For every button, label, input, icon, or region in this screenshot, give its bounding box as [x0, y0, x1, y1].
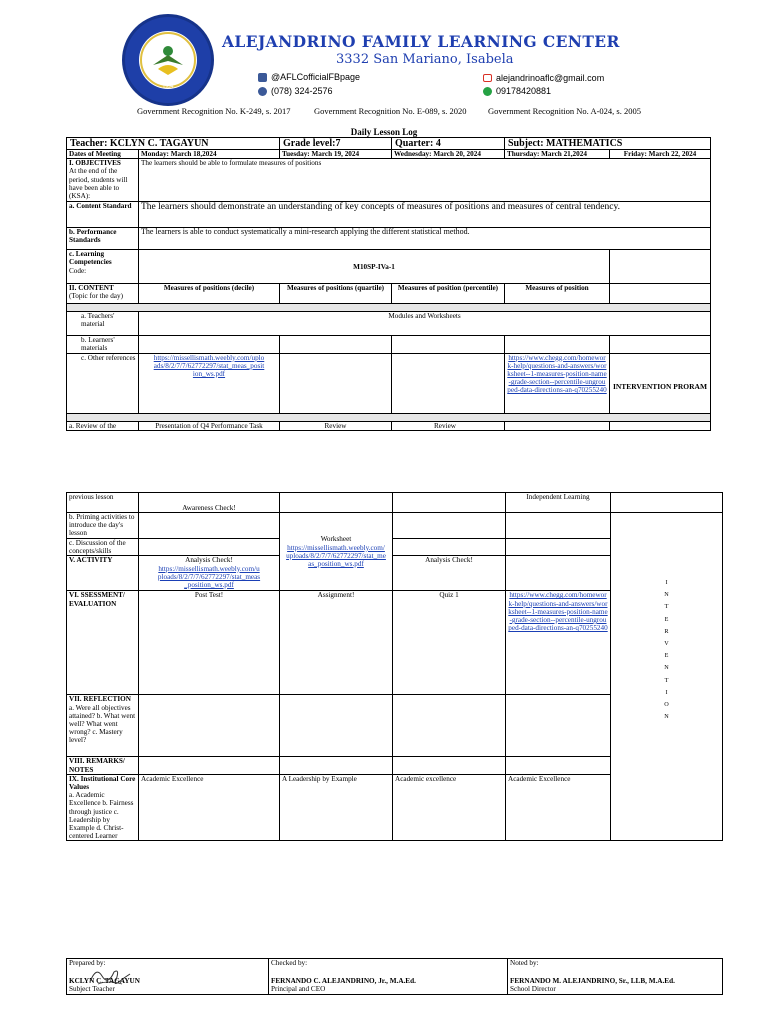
- refl-thu: [506, 695, 611, 757]
- analysis-monday: [139, 556, 280, 591]
- vertical-letter-4: R: [664, 627, 669, 635]
- core-values-cell: [67, 774, 139, 841]
- assessment-label: VI. SSESSMENT/ EVALUATION: [67, 591, 139, 695]
- phone-contact: [258, 86, 333, 96]
- signature-table: [66, 958, 723, 995]
- activity-label: V. ACTIVITY: [67, 556, 139, 591]
- subject-cell: Subject: MATHEMATICS: [505, 138, 711, 150]
- learners-mon: [139, 336, 280, 353]
- rem-tue: [280, 757, 393, 774]
- core-monday: Academic Excellence: [139, 774, 280, 841]
- discussion-label: c. Discussion of the concepts/skills: [67, 539, 139, 556]
- topic-friday: [610, 284, 711, 304]
- recognition-e: Government Recognition No. E-089, s. 2020: [314, 106, 467, 116]
- learners-wed: [392, 336, 505, 353]
- post-test: Post Test!: [139, 591, 280, 695]
- date-tuesday: Tuesday: March 19, 2024: [280, 150, 392, 159]
- topic-thursday: Measures of position: [505, 284, 610, 304]
- reflection-title: VII. REFLECTION: [69, 695, 131, 704]
- discussion-wed: [393, 539, 506, 556]
- prepared-name: KCLYN C. TAGAYUN: [69, 976, 140, 985]
- noted-cell: [508, 959, 723, 995]
- vertical-letter-9: I: [665, 688, 668, 696]
- teachers-material-label: a. Teachers' material: [67, 312, 139, 336]
- ref-wed: [392, 353, 505, 413]
- logo-year: 1994: [162, 84, 174, 90]
- content-standard-text: The learners should demonstrate an understanding of key concepts of measures of positions and measures of central tendency.: [139, 202, 711, 228]
- vertical-letter-10: O: [664, 701, 669, 709]
- topic-monday: Measures of positions (decile): [139, 284, 280, 304]
- activity-thu: [506, 556, 611, 591]
- assessment-link[interactable]: https://www.chegg.com/homework-help/questions-and-answers/worksheet--1-measures-position-name-grade-section--percentile-ungrouped-data-directions-an-q70255240: [508, 591, 608, 633]
- quiz: Quiz 1: [393, 591, 506, 695]
- prepared-role: Subject Teacher: [69, 985, 115, 994]
- lesson-log-table-1: [66, 137, 711, 431]
- teacher-signature: [86, 962, 134, 990]
- reference-link-thursday-text[interactable]: https://www.chegg.com/homework-help/questions-and-answers/worksheet--1-measures-position-name-grade-section--percentile-ungrouped-data-directions-an-q70255240: [507, 353, 607, 395]
- objectives-sub: At the end of the period, students will have been able to (KSA):: [69, 167, 128, 201]
- reference-link-thursday[interactable]: [505, 353, 610, 413]
- refl-tue: [280, 695, 393, 757]
- topic-wednesday: Measures of position (percentile): [392, 284, 505, 304]
- review-friday-empty: [610, 421, 711, 430]
- facebook-contact: [258, 72, 360, 82]
- quarter-cell: Quarter: 4: [392, 138, 505, 150]
- learners-material-label: b. Learners' materials: [67, 336, 139, 353]
- learners-fri: [610, 336, 711, 353]
- noted-role: School Director: [510, 985, 556, 994]
- date-monday: Monday: March 18,2024: [139, 150, 280, 159]
- discussion-thu: [506, 539, 611, 556]
- core-wednesday: Academic excellence: [393, 774, 506, 841]
- content-sub: (Topic for the day): [69, 292, 123, 301]
- worksheet-label: Worksheet: [320, 535, 352, 544]
- review-wednesday: Review: [392, 421, 505, 430]
- reflection-items: a. Were all objectives attained? b. What went well? What went wrong? c. Mastery level?: [69, 703, 136, 745]
- remarks-label: VIII. REMARKS/ NOTES: [67, 757, 139, 774]
- facebook-icon: [258, 73, 267, 82]
- viber-icon: [483, 87, 492, 96]
- content-label: II. CONTENT: [69, 284, 114, 293]
- checked-cell: [269, 959, 508, 995]
- recognition-a: Government Recognition No. A-024, s. 2005: [488, 106, 641, 116]
- intervention-vertical: [611, 513, 723, 841]
- p2-wed-1: [393, 493, 506, 513]
- review-label-cont: previous lesson: [67, 493, 139, 513]
- worksheet-link[interactable]: https://missellismath.weebly.com/uploads/8/2/7/7/62772297/stat_meas_position_ws.pdf: [286, 543, 386, 568]
- school-address: 3332 San Mariano, Isabela: [336, 52, 514, 67]
- performance-standard-text: The learners is able to conduct systematically a mini-research applying the different statistical method.: [139, 228, 711, 250]
- rem-wed: [393, 757, 506, 774]
- teacher-cell: Teacher: KCLYN C. TAGAYUN: [67, 138, 280, 150]
- content-standard-label: a. Content Standard: [67, 202, 139, 228]
- prepared-label: Prepared by:: [69, 959, 106, 967]
- grade-cell: Grade level:7: [280, 138, 392, 150]
- priming-thu: [506, 513, 611, 539]
- dates-label: Dates of Meeting: [67, 150, 139, 159]
- school-name: ALEJANDRINO FAMILY LEARNING CENTER: [222, 32, 620, 51]
- vertical-letter-2: T: [664, 603, 669, 611]
- independent-learning: Independent Learning: [506, 493, 611, 513]
- ref-tue: [280, 353, 392, 413]
- vertical-letter-5: V: [664, 640, 669, 648]
- priming-mon: [139, 513, 280, 539]
- phone-number: (078) 324-2576: [271, 86, 333, 96]
- learners-thu: [505, 336, 610, 353]
- intervention-program: INTERVENTION PRORAM: [610, 353, 711, 413]
- analysis-monday-text: Analysis Check!: [185, 556, 233, 565]
- date-wednesday: Wednesday: March 20, 2024: [392, 150, 505, 159]
- logo-year-wrapper: [130, 20, 206, 96]
- vertical-letter-7: N: [664, 664, 669, 672]
- vertical-letter-0: I: [665, 579, 668, 586]
- refl-mon: [139, 695, 280, 757]
- review-tuesday: Review: [280, 421, 392, 430]
- awareness-check: Awareness Check!: [139, 493, 280, 513]
- lesson-log-table-2: [66, 492, 723, 841]
- facebook-handle: @AFLCofficialFBpage: [271, 72, 361, 82]
- assignment: Assignment!: [280, 591, 393, 695]
- p2-fri-1: [611, 493, 723, 513]
- phone-icon: [258, 87, 267, 96]
- p2-tue-1: [280, 493, 393, 513]
- mobile-contact: [483, 86, 551, 96]
- objectives-title: I. OBJECTIVES: [69, 159, 121, 168]
- competency-code: M10SP-IVa-1: [139, 250, 610, 284]
- vertical-letter-1: N: [664, 591, 669, 599]
- doc-title: Daily Lesson Log: [350, 127, 418, 137]
- date-friday: Friday: March 22, 2024: [610, 150, 711, 159]
- teachers-material-value: Modules and Worksheets: [139, 312, 711, 336]
- worksheet-cell: [280, 513, 393, 591]
- priming-label: b. Priming activities to introduce the day's lesson: [67, 513, 139, 539]
- core-values-title: IX. Institutional Core Values: [69, 774, 136, 792]
- discussion-mon: [139, 539, 280, 556]
- divider-row-2: [67, 413, 711, 421]
- checked-name: FERNANDO C. ALEJANDRINO, Jr., M.A.Ed.: [271, 976, 416, 985]
- email-address: alejandrinoaflc@gmail.com: [496, 73, 605, 83]
- checked-role: Principal and CEO: [271, 985, 326, 994]
- review-thursday-empty: [505, 421, 610, 430]
- checked-label: Checked by:: [271, 959, 308, 967]
- noted-label: Noted by:: [510, 959, 539, 967]
- recognition-k: Government Recognition No. K-249, s. 2017: [137, 106, 291, 116]
- gmail-icon: [483, 74, 492, 82]
- performance-standard-label: b. Performance Standards: [67, 228, 139, 250]
- competency-friday: [610, 250, 711, 284]
- reflection-cell: [67, 695, 139, 757]
- analysis-wednesday: Analysis Check!: [393, 556, 506, 591]
- reference-link-monday-text[interactable]: https://missellismath.weebly.com/uploads/8/2/7/7/62772297/stat_meas_position_ws.pdf: [153, 353, 265, 379]
- objectives-text: The learners should be able to formulate measures of positions: [139, 159, 711, 202]
- analysis-link[interactable]: https://missellismath.weebly.com/uploads/8/2/7/7/62772297/stat_meas_position_ws.pdf: [157, 564, 261, 590]
- competencies-label-cell: [67, 250, 139, 284]
- email-contact: [483, 73, 604, 83]
- core-tuesday: A Leadership by Example: [280, 774, 393, 841]
- learners-tue: [280, 336, 392, 353]
- assessment-link-cell[interactable]: [506, 591, 611, 695]
- vertical-letter-3: E: [664, 615, 669, 623]
- noted-name: FERNANDO M. ALEJANDRINO, Sr., LLB, M.A.Ed.: [510, 976, 675, 985]
- review-label: a. Review of the: [67, 421, 139, 430]
- core-values-items: a. Academic Excellence b. Fairness through justice c. Leadership by Example d. Christ-centered Learner: [69, 791, 134, 841]
- vertical-letter-11: N: [664, 713, 669, 721]
- rem-thu: [506, 757, 611, 774]
- refl-wed: [393, 695, 506, 757]
- competencies-label: c. Learning Competencies: [69, 250, 112, 267]
- rem-mon: [139, 757, 280, 774]
- objectives-label: [67, 159, 139, 202]
- code-label: Code:: [69, 266, 87, 275]
- vertical-letter-8: T: [664, 676, 669, 684]
- vertical-letter-6: E: [664, 652, 669, 660]
- date-thursday: Thursday: March 21,2024: [505, 150, 610, 159]
- other-references-label: c. Other references: [67, 353, 139, 413]
- core-thursday: Academic Excellence: [506, 774, 611, 841]
- reference-link-monday[interactable]: [139, 353, 280, 413]
- content-label-cell: [67, 284, 139, 304]
- review-monday: Presentation of Q4 Performance Task: [139, 421, 280, 430]
- mobile-number: 09178420881: [496, 86, 552, 96]
- divider-row-1: [67, 304, 711, 312]
- priming-wed: [393, 513, 506, 539]
- topic-tuesday: Measures of positions (quartile): [280, 284, 392, 304]
